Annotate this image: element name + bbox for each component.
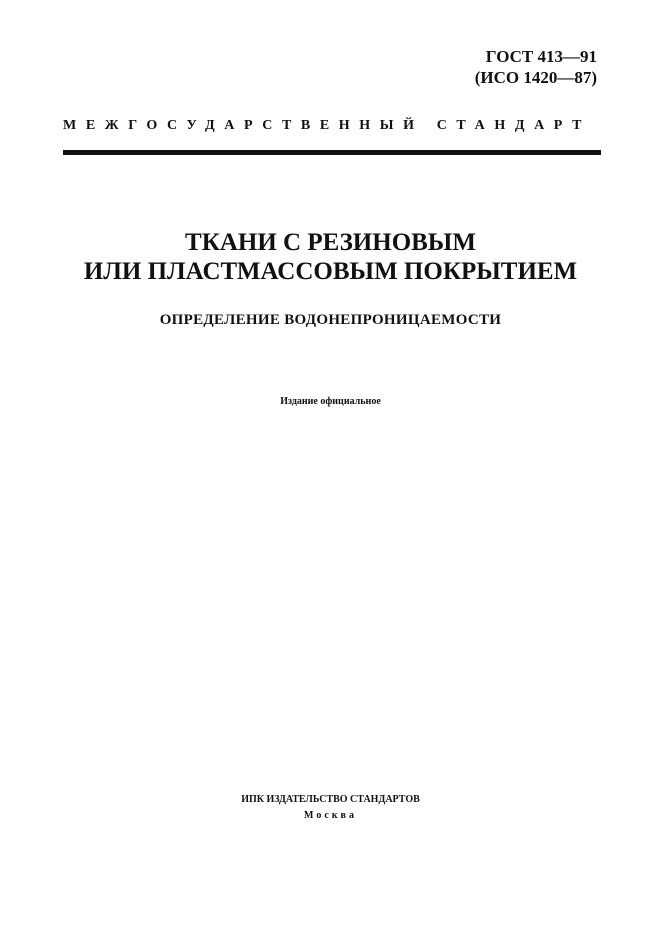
publisher-city: Москва (304, 810, 357, 821)
publisher-name: ИПК ИЗДАТЕЛЬСТВО СТАНДАРТОВ (241, 794, 420, 805)
document-number-block (475, 46, 597, 88)
edition-note: Издание официальное (280, 396, 381, 407)
standard-type-heading: МЕЖГОСУДАРСТВЕННЫЙ СТАНДАРТ (63, 118, 592, 133)
iso-reference: (ИСО 1420—87) (474, 68, 597, 87)
title-line-1: ТКАНИ С РЕЗИНОВЫМ (185, 229, 476, 256)
standard-number: ГОСТ 413—91 (485, 47, 597, 66)
document-title (30, 228, 631, 286)
header-divider (63, 150, 601, 155)
title-line-2: ИЛИ ПЛАСТМАССОВЫМ ПОКРЫТИЕМ (83, 258, 578, 285)
document-subtitle: ОПРЕДЕЛЕНИЕ ВОДОНЕПРОНИЦАЕМОСТИ (159, 312, 502, 328)
